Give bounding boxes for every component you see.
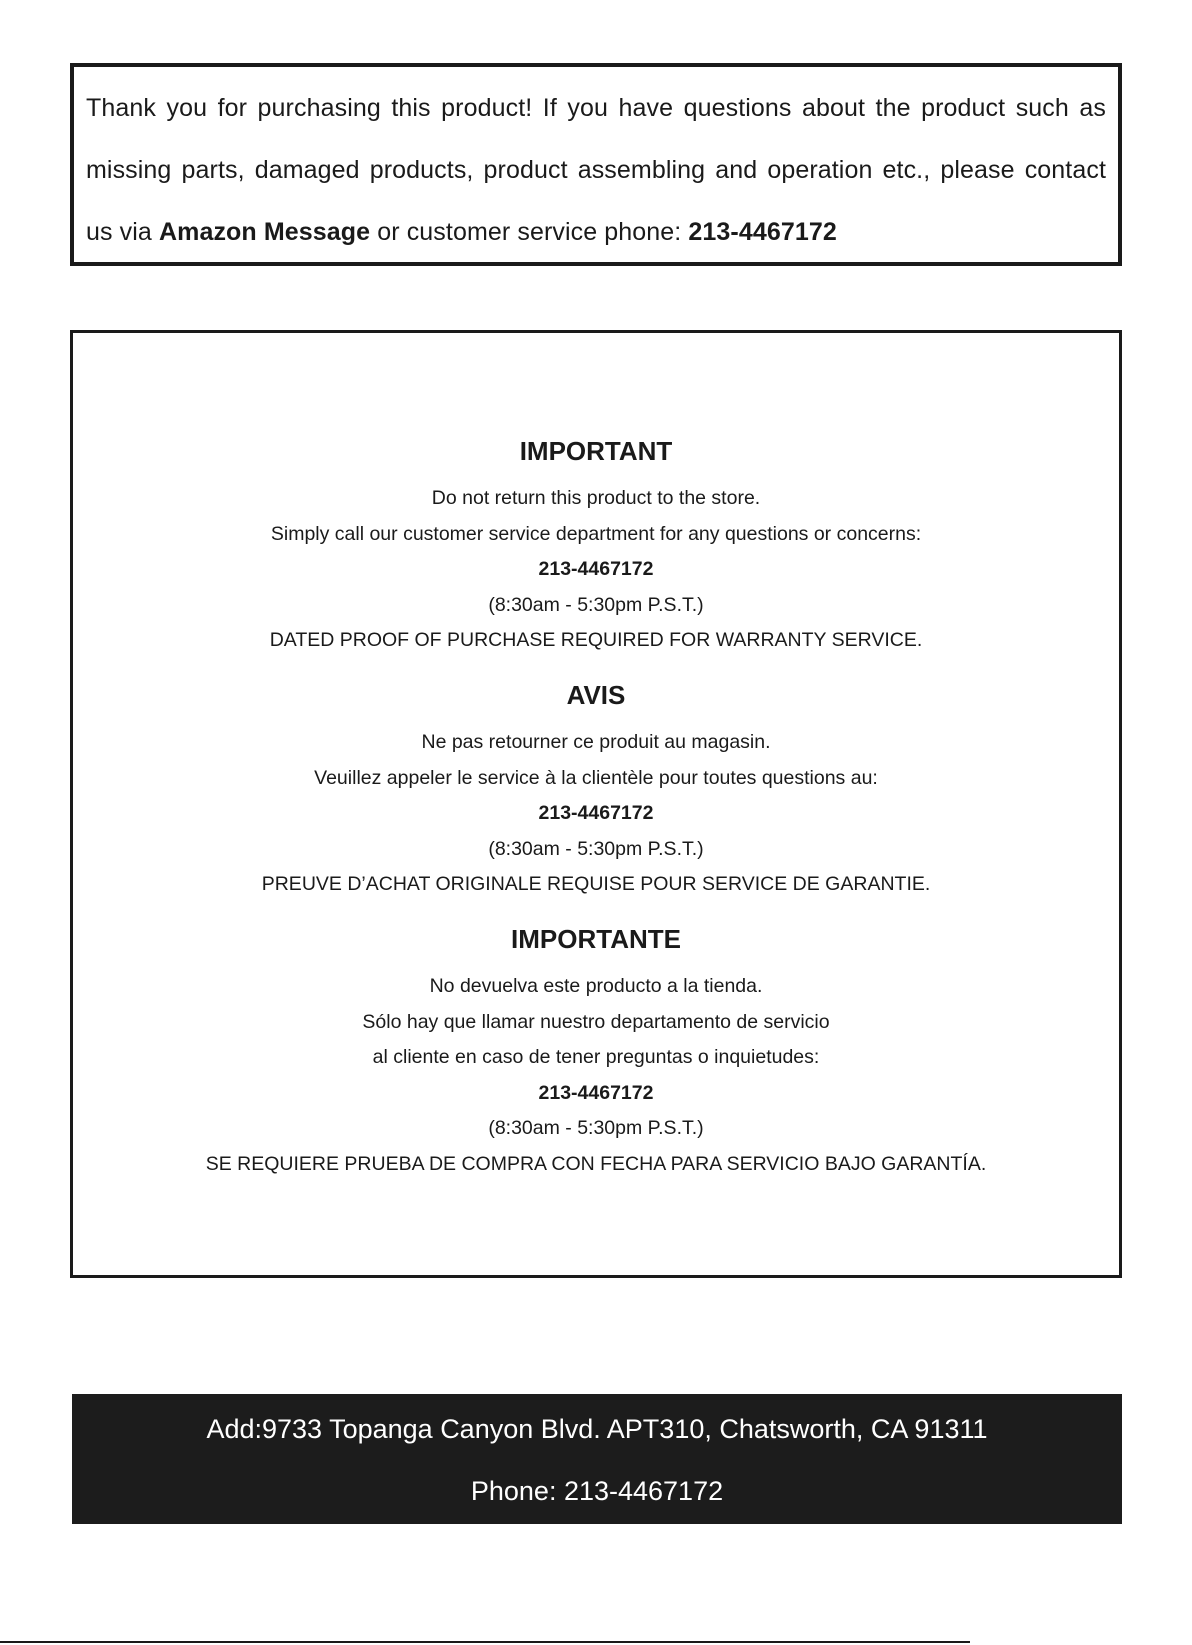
section-hours: (8:30am - 5:30pm P.S.T.) — [488, 593, 704, 616]
footer-contact-bar — [72, 1394, 1122, 1524]
notice-content — [73, 433, 1119, 1183]
section-line: al cliente en caso de tener preguntas o inquietudes: — [372, 1046, 820, 1069]
section-hours: (8:30am - 5:30pm P.S.T.) — [488, 1117, 704, 1140]
section-line: Ne pas retourner ce produit au magasin. — [421, 730, 771, 753]
intro-text-middle: or customer service phone: — [370, 218, 689, 246]
section-requirement: SE REQUIERE PRUEBA DE COMPRA CON FECHA PARA SERVICIO BAJO GARANTÍA. — [205, 1152, 987, 1175]
intro-box — [70, 63, 1122, 266]
intro-text: Thank you for purchasing this product! If you have questions about the product such as missing parts, damaged products, product assembling and operation etc., please contact us via — [86, 94, 1106, 246]
footer-address: Add:9733 Topanga Canyon Blvd. APT310, Chatsworth, CA 91311 — [206, 1414, 988, 1444]
section-hours: (8:30am - 5:30pm P.S.T.) — [488, 837, 704, 860]
section-line: No devuelva este producto a la tienda. — [429, 974, 763, 997]
notice-section-english — [73, 433, 1119, 659]
section-line: Simply call our customer service department for any questions or concerns: — [270, 522, 922, 545]
section-heading: IMPORTANTE — [511, 923, 681, 954]
section-line: Do not return this product to the store. — [431, 487, 761, 509]
notice-section-french — [73, 677, 1119, 903]
bottom-divider — [0, 1641, 970, 1643]
section-phone: 213-4467172 — [538, 1081, 654, 1104]
notice-box — [70, 330, 1122, 1278]
section-phone: 213-4467172 — [538, 558, 654, 581]
section-heading: IMPORTANT — [519, 436, 673, 466]
section-phone: 213-4467172 — [538, 802, 654, 825]
intro-phone: 213-4467172 — [688, 218, 837, 246]
section-requirement: PREUVE D’ACHAT ORIGINALE REQUISE POUR SERVICE DE GARANTIE. — [261, 873, 931, 896]
section-line: Sólo hay que llamar nuestro departamento de servicio — [362, 1010, 830, 1033]
footer-phone: Phone: 213-4467172 — [470, 1476, 724, 1506]
intro-channel: Amazon Message — [158, 218, 371, 246]
section-heading: AVIS — [566, 679, 626, 710]
notice-section-spanish — [73, 921, 1119, 1183]
section-line: Veuillez appeler le service à la clientèle pour toutes questions au: — [314, 766, 878, 789]
section-requirement: DATED PROOF OF PURCHASE REQUIRED FOR WARRANTY SERVICE. — [269, 629, 923, 652]
